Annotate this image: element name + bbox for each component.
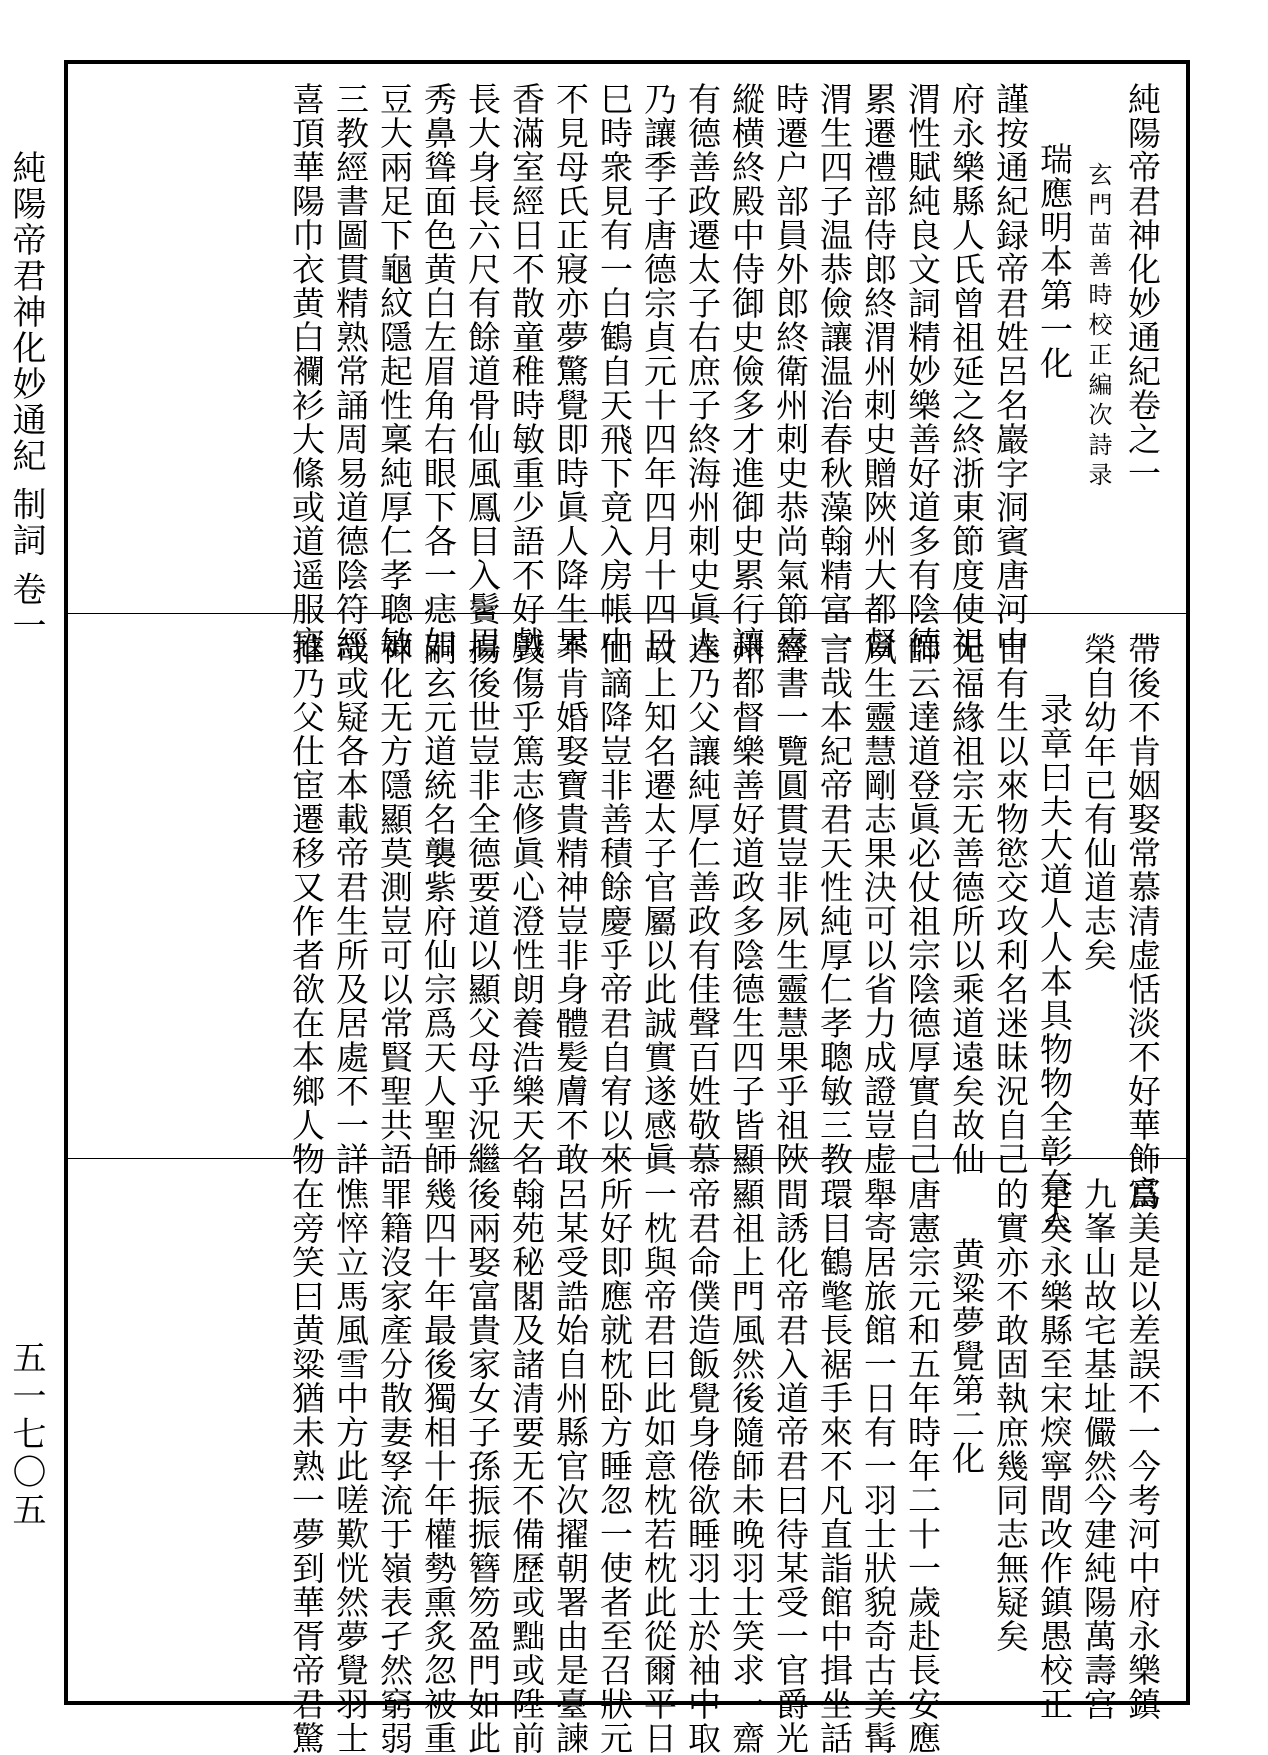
text-column: 渭生四子温恭儉讓温治春秋藻翰精富一 [815, 82, 854, 660]
text-column: 喜頂華陽巾衣黄白襴衫大絛或道遥服寇 [287, 82, 326, 660]
text-column: 在旁笑曰黄粱猶未熟一夢到華胥帝君驚 [287, 1177, 326, 1755]
text-column: 神化无方隱顯莫測豈可以常賢聖共語 [375, 632, 414, 1176]
text-column: 自有生以來物慾交攻利名迷昧況自己 [991, 632, 1030, 1176]
text-column: 不肯婚娶寶貴精神豈非身體髪膚不敢 [551, 632, 590, 1176]
text-column: 瑞應明本第一化 [1035, 142, 1074, 380]
text-column: 顯祖上門風然後隨師未晚羽士笑求一齋 [727, 1177, 766, 1755]
text-column: 有德善政遷太子右庶子終海州刺史眞人 [683, 82, 722, 660]
text-column: 翰苑秘閣及諸清要无不備歷或黜或陞前 [507, 1177, 546, 1755]
text-column: 累遷禮部侍郎終渭州刺史贈陜州大都督 [859, 82, 898, 660]
text-column: 師云達道登眞必仗祖宗陰德厚實自己 [903, 632, 942, 1176]
column-group-3 [284, 1177, 1164, 1755]
text-column: 所好即應就枕卧方睡忽一使者至召狀元 [595, 1177, 634, 1755]
text-column: 帝君命僕造飯覺身倦欲睡羽士於袖中取 [683, 1177, 722, 1755]
text-column: 渭性賦純良文詞精妙樂善好道多有陰德 [903, 82, 942, 660]
text-column: 言哉本紀帝君天性純厚仁孝聰敏三教 [815, 632, 854, 1176]
text-column: 嗣玄元道統名襲紫府仙宗爲天人聖師 [419, 632, 458, 1176]
text-column: 揚後世豈非全德要道以顯父母乎況繼 [463, 632, 502, 1176]
text-panel-2 [68, 614, 1186, 1236]
text-column: 香滿室經日不散童稚時敏重少語不好戲 [507, 82, 546, 660]
text-column: 長大身長六尺有餘道骨仙風鳳目入鬢眉 [463, 82, 502, 660]
text-column: 謹按通紀録帝君姓呂名巖字洞賓唐河中 [991, 82, 1030, 660]
text-column: 幾四十年最後獨相十年權勢熏炙忽被重 [419, 1177, 458, 1755]
text-column: 毁傷乎篤志修眞心澄性朗養浩樂天名 [507, 632, 546, 1176]
text-column: 是矣永樂縣至宋㷝寧間改作鎮愚校正 [1035, 1177, 1074, 1721]
text-column: 府永樂縣人氏曾祖延之終浙東節度使祖 [947, 82, 986, 660]
text-column: 帶後不肯姻娶常慕清虚恬淡不好華飾富 [1123, 632, 1162, 1210]
text-column: 秀鼻聳面色黄白左眉角右眼下各一痣如 [419, 82, 458, 660]
text-column: 三教經書圖貫精熟常誦周易道德陰符經 [331, 82, 370, 660]
text-column: 經書一覽圓貫豈非夙生靈慧果乎祖陜 [771, 632, 810, 1176]
text-column: 一枕與帝君曰此如意枕若枕此從爾平日 [639, 1177, 678, 1755]
text-column: 无福緣祖宗无善德所以乘道遠矣故仙 [947, 632, 986, 1176]
text-column: 巳時衆見有一白鶴自天飛下竟入房帳中 [595, 82, 634, 660]
text-column: 州都督樂善好道政多陰德生四子皆顯 [727, 632, 766, 1176]
text-column: 黄粱夢覺第二化 [947, 1237, 986, 1475]
text-column: 唐憲宗元和五年時年二十一歲赴長安應 [903, 1177, 942, 1755]
text-column: 罪籍沒家產分散妻孥流于嶺表孑然窮弱 [375, 1177, 414, 1755]
text-column: 推乃父仕宦遷移又作者欲在本鄉人物 [287, 632, 326, 1176]
text-column: 純陽帝君神化妙通紀卷之一 [1123, 82, 1162, 490]
text-column: 榮自幼年已有仙道志矣 [1079, 632, 1118, 972]
text-column: 環目鶴氅長裾手來不凡直詣館中揖坐話 [815, 1177, 854, 1755]
text-column: 時遷户部員外郎終衛州刺史恭尚氣節喜 [771, 82, 810, 660]
text-column: 的實亦不敢固執庶幾同志無疑矣 [991, 1177, 1030, 1653]
text-column: 縱横終殿中侍御史儉多才進御史累行讓 [727, 82, 766, 660]
side-page-number: 五一七〇五 [6, 1340, 46, 1530]
side-book-title: 純陽帝君神化妙通紀 制詞 卷一 [6, 150, 46, 644]
text-column: 哉或疑各本載帝君生所及居處不一詳 [331, 632, 370, 1176]
text-column: 憔悴立馬風雪中方此嗟歎恍然夢覺羽士 [331, 1177, 370, 1755]
text-column: 乃讓季子唐德宗貞元十四年四月十四日 [639, 82, 678, 660]
text-column: 豆大兩足下龜紋隱起性稟純厚仁孝聰敏 [375, 82, 414, 660]
text-column: 夙生靈慧剛志果決可以省力成證豈虚 [859, 632, 898, 1176]
text-column: 後兩娶富貴家女子孫振振簪笏盈門如此 [463, 1177, 502, 1755]
text-column: 九峯山故宅基址儼然今建純陽萬壽宫 [1079, 1177, 1118, 1721]
column-group-2 [284, 632, 1164, 1236]
text-column: 玄門苗善時校正編次詩录 [1084, 162, 1112, 492]
text-column: 录章曰夫大道人人本具物物全彰奈人 [1035, 692, 1074, 1236]
text-panel-3 [68, 1159, 1186, 1755]
text-panel-1 [68, 64, 1186, 660]
text-column: 故上知名遷太子官屬以此誠實遂感眞 [639, 632, 678, 1176]
text-column: 間誘化帝君入道帝君曰待某受一官爵光 [771, 1177, 810, 1755]
text-column: 爲美是以差誤不一今考河中府永樂鎮 [1123, 1177, 1162, 1721]
page-frame [64, 60, 1190, 1755]
text-column: 達乃父讓純厚仁善政有佳聲百姓敬慕 [683, 632, 722, 1176]
text-column: 仙謫降豈非善積餘慶乎帝君自宥以來 [595, 632, 634, 1176]
column-group-1 [284, 82, 1164, 660]
text-column: 呂某受誥始自州縣官次擢朝署由是臺諫 [551, 1177, 590, 1755]
text-column: 不見母氏正寢亦夢驚覺即時眞人降生異 [551, 82, 590, 660]
text-column: 舉寄居旅館一日有一羽士狀貌奇古美髯 [859, 1177, 898, 1755]
